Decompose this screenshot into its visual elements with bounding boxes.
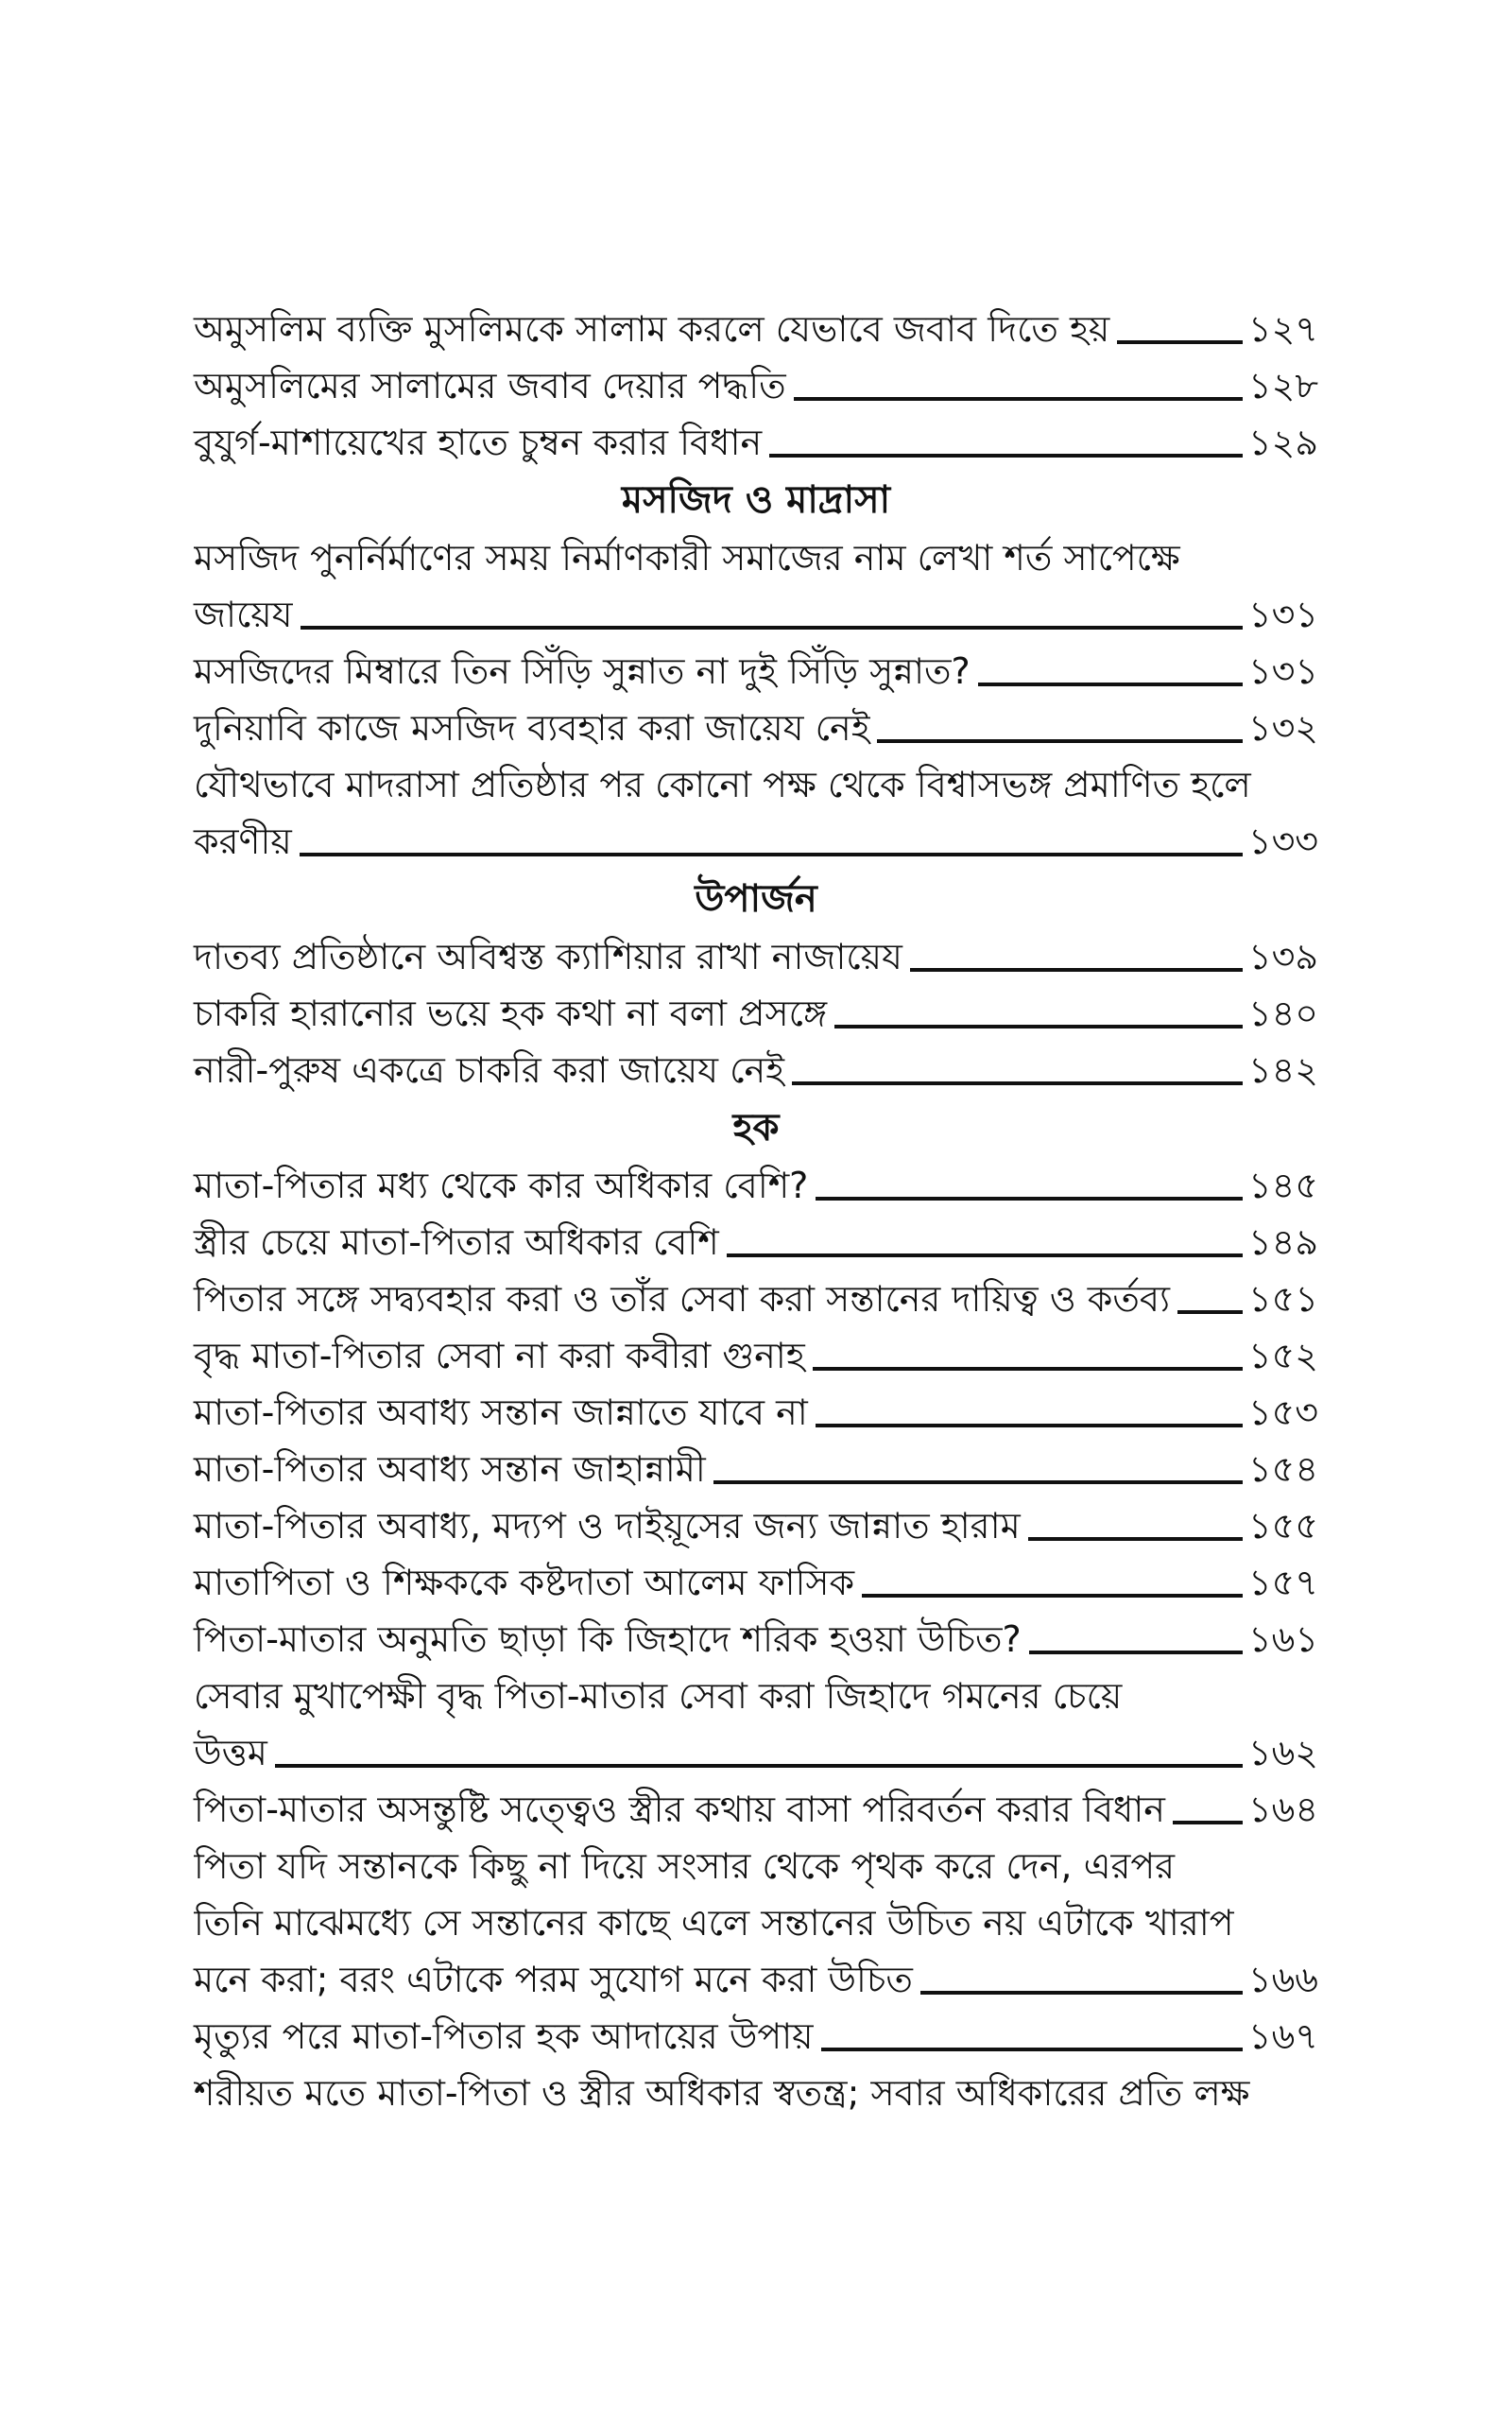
leader-line (301, 626, 1243, 630)
leader-line (300, 853, 1243, 856)
toc-entry-page: ১২৭ (1247, 308, 1318, 350)
leader-line (821, 2048, 1243, 2051)
leader-line (713, 1480, 1243, 1484)
toc-entry-text-line: শরীয়ত মতে মাতা-পিতা ও স্ত্রীর অধিকার স্বতন্ত্র; সবার অধিকারের প্রতি লক্ষ (194, 2072, 1250, 2114)
toc-entry-title: মাতাপিতা ও শিক্ষককে কষ্টদাতা আলেম ফাসিক (194, 1562, 855, 1603)
toc-entry-page: ১৩৩ (1247, 821, 1318, 862)
leader-line (727, 1253, 1243, 1257)
leader-line (910, 968, 1243, 972)
toc-entry-title: মসজিদের মিম্বারে তিন সিঁড়ি সুন্নাত না দুই সিঁড়ি সুন্নাত? (194, 650, 971, 692)
toc-entry-page: ১৩১ (1247, 650, 1318, 692)
toc-entry-page: ১৩১ (1247, 594, 1318, 635)
toc-entry (194, 1157, 1318, 1214)
section-heading-mosque: মসজিদ ও মাদ্রাসা (621, 478, 891, 522)
leader-line (792, 1081, 1243, 1085)
toc-entry-page: ১৪৯ (1248, 1221, 1318, 1263)
toc-entry-title: করণীয় (194, 821, 292, 862)
toc-entry-page: ১৬৭ (1247, 2015, 1318, 2057)
toc-entry-page: ১৪৫ (1248, 1165, 1318, 1206)
toc-entry-title: দুনিয়াবি কাজে মসজিদ ব্যবহার করা জায়েয নেই (194, 707, 870, 749)
toc-entry-title: বুযুর্গ-মাশায়েখের হাতে চুম্বন করার বিধান (194, 422, 763, 463)
toc-entry-page: ১৫৪ (1248, 1448, 1318, 1490)
toc-entry-title: অমুসলিমের সালামের জবাব দেয়ার পদ্ধতি (194, 365, 786, 406)
toc-entry-title: মাতা-পিতার অবাধ্য সন্তান জান্নাতে যাবে না (194, 1392, 808, 1433)
leader-line (816, 1424, 1243, 1427)
toc-entry (194, 357, 1318, 414)
toc-entry-page: ১৩২ (1247, 707, 1318, 749)
toc-entry-page: ১২৮ (1247, 365, 1318, 406)
toc-entry (194, 1611, 1318, 1668)
toc-entry-page: ১৫৭ (1247, 1562, 1318, 1603)
toc-entry-text-line: তিনি মাঝেমধ্যে সে সন্তানের কাছে এলে সন্তানের উচিত নয় এটাকে খারাপ (194, 1902, 1234, 1944)
leader-line (1029, 1651, 1243, 1654)
toc-entry-title: নারী-পুরুষ একত্রে চাকরি করা জায়েয নেই (194, 1049, 784, 1091)
toc-entry-title: অমুসলিম ব্যক্তি মুসলিমকে সালাম করলে যেভাবে জবাব দিতে হয় (194, 308, 1110, 350)
toc-entry-title: মাতা-পিতার মধ্য থেকে কার অধিকার বেশি? (194, 1165, 809, 1206)
toc-entry-page: ১৬৬ (1247, 1959, 1318, 2000)
leader-line (1117, 340, 1243, 344)
toc-entry (194, 1554, 1318, 1611)
toc-entry (194, 985, 1318, 1042)
toc-entry-page: ১৩৯ (1247, 936, 1318, 977)
toc-entry-title: মৃত্যুর পরে মাতা-পিতার হক আদায়ের উপায় (194, 2015, 814, 2057)
leader-line (769, 454, 1243, 458)
toc-entry (194, 1441, 1318, 1497)
toc-entry-title: দাতব্য প্রতিষ্ঠানে অবিশ্বস্ত ক্যাশিয়ার রাখা নাজায়েয (194, 936, 902, 977)
leader-line (834, 1025, 1243, 1028)
toc-entry (194, 586, 1318, 643)
toc-entry-title: উত্তম (194, 1732, 267, 1773)
leader-line (877, 739, 1242, 743)
toc-entry-page: ১৫১ (1248, 1278, 1318, 1320)
toc-entry (194, 1951, 1318, 2008)
leader-line (1028, 1537, 1243, 1541)
leader-line (794, 397, 1243, 401)
toc-entry (194, 1270, 1318, 1327)
leader-line (813, 1367, 1243, 1371)
toc-entry-title: পিতা-মাতার অনুমতি ছাড়া কি জিহাদে শরিক হওয়া উচিত? (194, 1618, 1022, 1660)
toc-entry (194, 414, 1318, 471)
leader-line (816, 1197, 1243, 1201)
toc-entry-page: ১৬২ (1247, 1732, 1318, 1773)
leader-line (978, 683, 1243, 686)
toc-entry-page: ১৬৪ (1247, 1789, 1318, 1830)
toc-entry-title: জায়েয (194, 594, 293, 635)
leader-line (1177, 1310, 1243, 1314)
toc-entry-page: ১৫২ (1247, 1335, 1318, 1376)
toc-entry-text-line: যৌথভাবে মাদরাসা প্রতিষ্ঠার পর কোনো পক্ষ থেকে বিশ্বাসভঙ্গ প্রমাণিত হলে (194, 764, 1251, 805)
toc-entry-page: ১৪২ (1247, 1049, 1318, 1091)
toc-entry (194, 700, 1318, 756)
leader-line (920, 1991, 1243, 1995)
toc-entry-text-line: সেবার মুখাপেক্ষী বৃদ্ধ পিতা-মাতার সেবা করা জিহাদে গমনের চেয়ে (194, 1675, 1123, 1717)
toc-entry-page: ১৫৩ (1247, 1392, 1318, 1433)
toc-entry-page: ১৬১ (1247, 1618, 1318, 1660)
toc-entry (194, 1781, 1318, 1838)
toc-entry (194, 1384, 1318, 1441)
leader-line (862, 1594, 1243, 1598)
leader-line (1173, 1821, 1243, 1824)
toc-entry-title: স্ত্রীর চেয়ে মাতা-পিতার অধিকার বেশি (194, 1221, 719, 1263)
toc-entry-title: মনে করা; বরং এটাকে পরম সুযোগ মনে করা উচিত (194, 1959, 913, 2000)
toc-entry (194, 643, 1318, 700)
section-heading-rights: হক (732, 1106, 780, 1150)
toc-entry (194, 1724, 1318, 1781)
toc-entry-title: বৃদ্ধ মাতা-পিতার সেবা না করা কবীরা গুনাহ (194, 1335, 805, 1376)
toc-entry (194, 301, 1318, 357)
toc-entry-page: ১২৯ (1247, 422, 1318, 463)
toc-entry-title: মাতা-পিতার অবাধ্য, মদ্যপ ও দাইয়ূসের জন্য জান্নাত হারাম (194, 1505, 1021, 1547)
toc-entry-page: ১৫৫ (1248, 1505, 1318, 1547)
toc-entry (194, 1042, 1318, 1098)
toc-entry-text-line: মসজিদ পুনর্নির্মাণের সময় নির্মাণকারী সমাজের নাম লেখা শর্ত সাপেক্ষে (194, 537, 1180, 579)
toc-entry (194, 813, 1318, 870)
toc-entry (194, 1327, 1318, 1384)
toc-entry-title: চাকরি হারানোর ভয়ে হক কথা না বলা প্রসঙ্গে (194, 993, 828, 1034)
toc-entry-title: পিতা-মাতার অসন্তুষ্টি সত্ত্বেও স্ত্রীর কথায় বাসা পরিবর্তন করার বিধান (194, 1789, 1165, 1830)
toc-entry (194, 928, 1318, 985)
toc-entry (194, 1497, 1318, 1554)
toc-entry (194, 2008, 1318, 2065)
table-of-contents (194, 301, 1318, 2121)
toc-entry (194, 1214, 1318, 1270)
toc-entry-title: পিতার সঙ্গে সদ্ব্যবহার করা ও তাঁর সেবা করা সন্তানের দায়িত্ব ও কর্তব্য (194, 1278, 1171, 1320)
toc-entry-title: মাতা-পিতার অবাধ্য সন্তান জাহান্নামী (194, 1448, 706, 1490)
section-heading-earning: উপার্জন (695, 877, 817, 921)
toc-entry-page: ১৪০ (1247, 993, 1318, 1034)
toc-entry-text-line: পিতা যদি সন্তানকে কিছু না দিয়ে সংসার থেকে পৃথক করে দেন, এরপর (194, 1845, 1176, 1887)
leader-line (275, 1764, 1243, 1768)
